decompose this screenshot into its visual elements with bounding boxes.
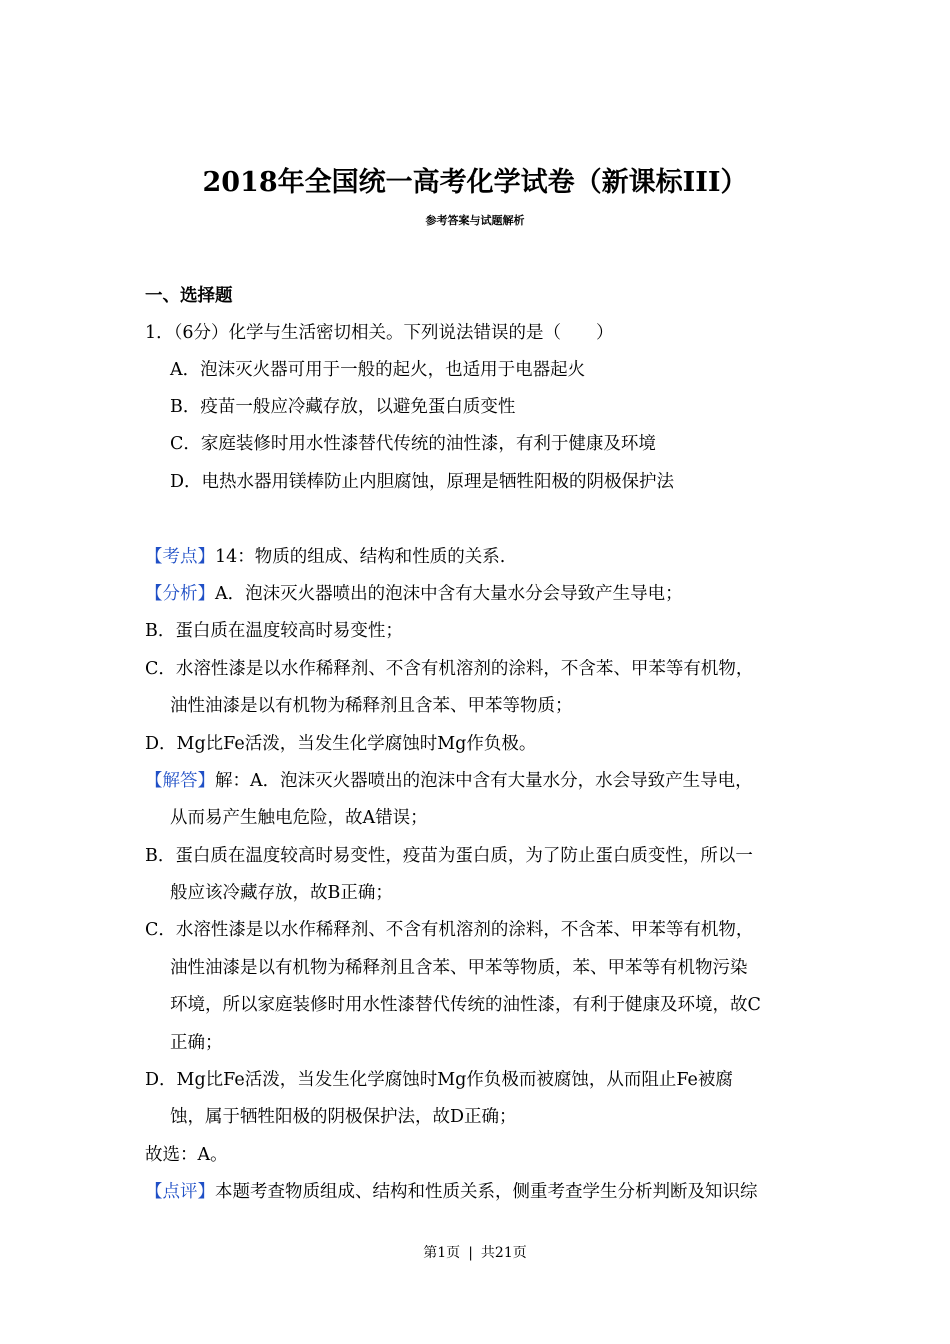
section-heading: 一、选择题	[145, 286, 233, 306]
jieda-c-cont-1: 油性油漆是以有机物为稀释剂且含苯、甲苯等物质，苯、甲苯等有机物污染	[170, 958, 748, 978]
page-footer	[0, 1242, 950, 1262]
option-c: C．家庭装修时用水性漆替代传统的油性漆，有利于健康及环境	[170, 434, 656, 454]
option-a: A．泡沫灭火器可用于一般的起火，也适用于电器起火	[170, 360, 586, 380]
jieda-c-cont-2: 环境，所以家庭装修时用水性漆替代传统的油性漆，有利于健康及环境，故C	[170, 995, 761, 1015]
question-stem: 1．（6分）化学与生活密切相关。下列说法错误的是（ ）	[145, 323, 614, 343]
jieda-b: B．蛋白质在温度较高时易变性，疫苗为蛋白质，为了防止蛋白质变性，所以一	[145, 846, 753, 866]
fenxi-tag: 【分析】	[145, 584, 215, 604]
dianping-text: 本题考查物质组成、结构和性质关系，侧重考查学生分析判断及知识综	[215, 1182, 758, 1202]
kaodian-text: 14：物质的组成、结构和性质的关系.	[215, 547, 506, 567]
option-b: B．疫苗一般应冷藏存放，以避免蛋白质变性	[170, 397, 516, 417]
option-d: D．电热水器用镁棒防止内胆腐蚀，原理是牺牲阳极的阴极保护法	[170, 472, 675, 492]
jieda-line	[145, 769, 753, 793]
jieda-a-cont: 从而易产生触电危险，故A错误；	[170, 808, 428, 828]
jieda-c: C．水溶性漆是以水作稀释剂、不含有机溶剂的涂料，不含苯、甲苯等有机物，	[145, 920, 754, 940]
jieda-d: D．Mg比Fe活泼，当发生化学腐蚀时Mg作负极而被腐蚀，从而阻止Fe被腐	[145, 1070, 733, 1090]
answer-choice: 故选：A。	[145, 1145, 228, 1165]
page-number: 第1页	[423, 1245, 461, 1261]
kaodian-tag: 【考点】	[145, 547, 215, 567]
document-subtitle: 参考答案与试题解析	[425, 214, 525, 227]
fenxi-c-cont: 油性油漆是以有机物为稀释剂且含苯、甲苯等物质；	[170, 696, 573, 716]
dianping-tag: 【点评】	[145, 1182, 215, 1202]
fenxi-text: A．泡沫灭火器喷出的泡沫中含有大量水分会导致产生导电；	[215, 584, 683, 604]
page-total: 共21页	[480, 1245, 527, 1261]
jieda-c-cont-3: 正确；	[170, 1033, 223, 1053]
kaodian-line	[145, 545, 505, 569]
jieda-text: 解：A．泡沫灭火器喷出的泡沫中含有大量水分，水会导致产生导电，	[215, 771, 753, 791]
fenxi-line	[145, 582, 683, 606]
fenxi-d: D．Mg比Fe活泼，当发生化学腐蚀时Mg作负极。	[145, 734, 537, 754]
fenxi-b: B．蛋白质在温度较高时易变性；	[145, 621, 403, 641]
document-title: 2018年全国统一高考化学试卷（新课标III）	[202, 167, 748, 198]
jieda-d-cont: 蚀，属于牺牲阳极的阴极保护法，故D正确；	[170, 1107, 517, 1127]
fenxi-c: C．水溶性漆是以水作稀释剂、不含有机溶剂的涂料，不含苯、甲苯等有机物，	[145, 659, 754, 679]
jieda-b-cont: 般应该冷藏存放，故B正确；	[170, 883, 393, 903]
jieda-tag: 【解答】	[145, 771, 215, 791]
dianping-line	[145, 1180, 758, 1204]
footer-separator: |	[468, 1245, 473, 1261]
